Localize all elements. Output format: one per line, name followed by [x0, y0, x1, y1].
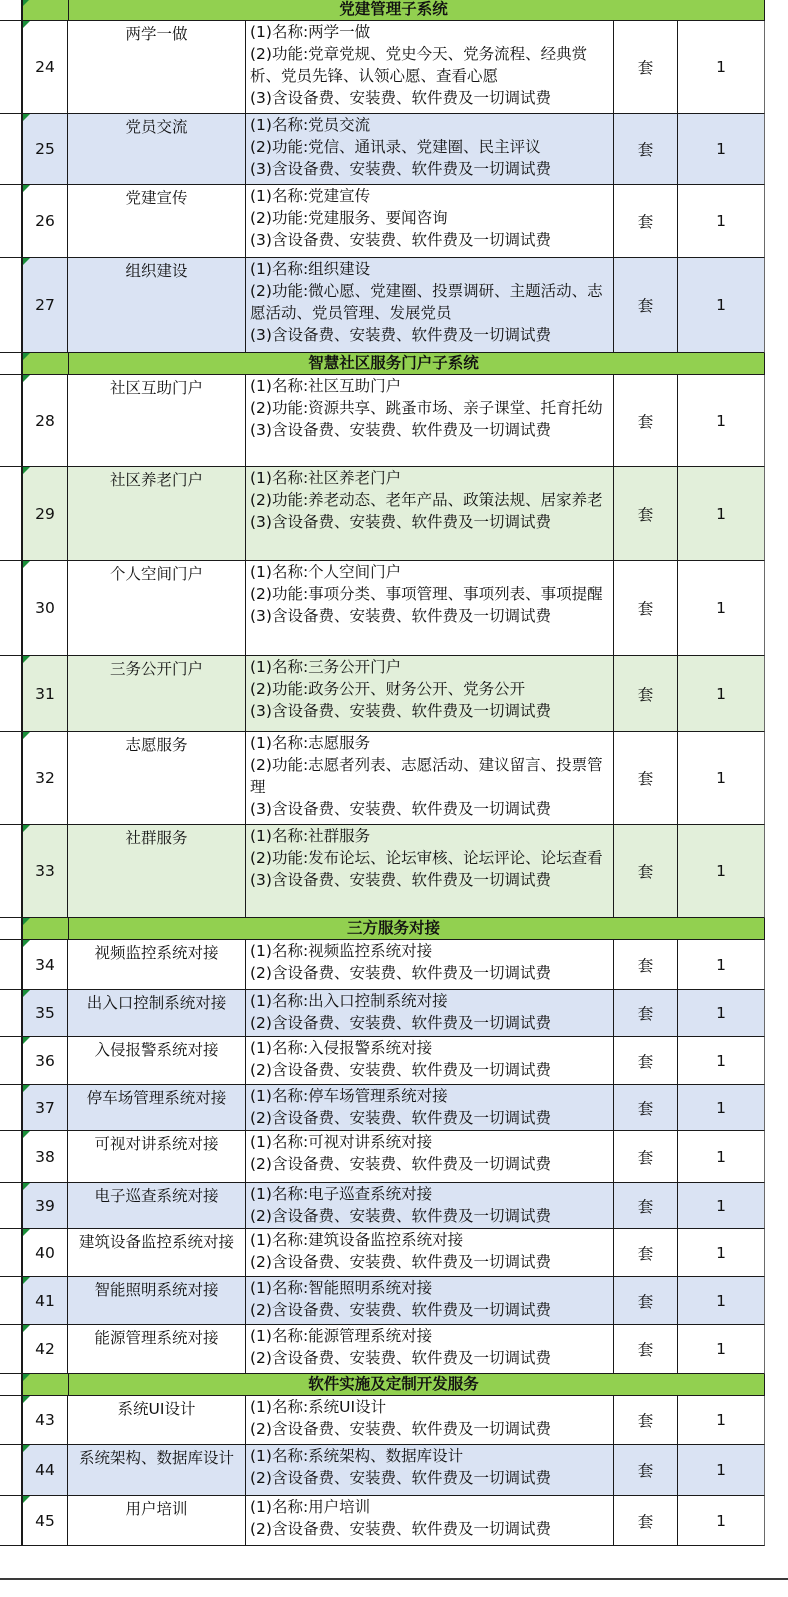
- row-number-cell[interactable]: [23, 825, 68, 918]
- row-number-cell[interactable]: [23, 1325, 68, 1374]
- quantity-cell[interactable]: 1: [678, 1085, 765, 1131]
- item-name-cell[interactable]: 系统UI设计: [68, 1396, 246, 1445]
- item-name-cell[interactable]: 志愿服务: [68, 732, 246, 825]
- unit-cell[interactable]: 套: [614, 732, 678, 825]
- item-name-cell[interactable]: 两学一做: [68, 21, 246, 114]
- unit-cell[interactable]: 套: [614, 1131, 678, 1183]
- unit-cell[interactable]: 套: [614, 1277, 678, 1325]
- item-description-cell[interactable]: (1)名称:志愿服务 (2)功能:志愿者列表、志愿活动、建议留言、投票管理 (3)含设备费、安装费、软件费及一切调试费: [246, 732, 614, 825]
- section-title: 软件实施及定制开发服务: [308, 1375, 479, 1393]
- item-name-cell[interactable]: 社区互助门户: [68, 375, 246, 467]
- row-number-cell[interactable]: [23, 656, 68, 732]
- row-number-cell[interactable]: [23, 990, 68, 1037]
- cell-comment-marker: [23, 990, 30, 997]
- table-row[interactable]: [0, 375, 788, 467]
- item-description-cell[interactable]: (1)名称:社区养老门户 (2)功能:养老动态、老年产品、政策法规、居家养老 (3)含设备费、安装费、软件费及一切调试费: [246, 467, 614, 561]
- quantity-cell[interactable]: 1: [678, 1131, 765, 1183]
- row-number-cell[interactable]: [23, 732, 68, 825]
- table-row[interactable]: [0, 1085, 788, 1131]
- row-gutter-left[interactable]: [0, 561, 23, 656]
- section-header-thirdparty[interactable]: [0, 918, 788, 940]
- table-row[interactable]: [0, 940, 788, 990]
- quantity-cell[interactable]: 1: [678, 1277, 765, 1325]
- unit-cell[interactable]: 套: [614, 21, 678, 114]
- unit-cell[interactable]: 套: [614, 114, 678, 185]
- item-description-cell[interactable]: (1)名称:组织建设 (2)功能:微心愿、党建圈、投票调研、主题活动、志愿活动、党员管理、发展党员 (3)含设备费、安装费、软件费及一切调试费: [246, 258, 614, 353]
- cell-comment-marker: [23, 0, 30, 6]
- row-number: 32: [35, 769, 55, 787]
- quantity-cell[interactable]: 1: [678, 1496, 765, 1546]
- row-number: 45: [35, 1511, 55, 1530]
- row-gutter-right[interactable]: [765, 21, 788, 114]
- row-number-cell[interactable]: [23, 258, 68, 353]
- unit-cell[interactable]: 套: [614, 1085, 678, 1131]
- unit-cell[interactable]: 套: [614, 467, 678, 561]
- unit-cell[interactable]: 套: [614, 561, 678, 656]
- row-gutter-left[interactable]: [0, 1085, 23, 1131]
- row-gutter-right[interactable]: [765, 1325, 788, 1374]
- item-name-cell[interactable]: 入侵报警系统对接: [68, 1037, 246, 1085]
- item-name-cell[interactable]: 三务公开门户: [68, 656, 246, 732]
- row-number: 26: [35, 212, 55, 230]
- table-row[interactable]: [0, 1131, 788, 1183]
- cell-comment-marker: [23, 1396, 30, 1403]
- item-name-cell[interactable]: 电子巡查系统对接: [68, 1183, 246, 1229]
- unit-cell[interactable]: 套: [614, 1396, 678, 1445]
- row-number: 27: [35, 296, 55, 314]
- row-number-cell[interactable]: [23, 940, 68, 990]
- row-gutter-right[interactable]: [765, 940, 788, 990]
- row-number-cell[interactable]: [23, 1277, 68, 1325]
- cell-comment-marker: [23, 114, 30, 121]
- cell-comment-marker: [23, 1277, 30, 1284]
- row-gutter-left[interactable]: [0, 467, 23, 561]
- row-number: 36: [35, 1051, 55, 1070]
- row-number-cell[interactable]: [23, 21, 68, 114]
- cell-comment-marker: [23, 1229, 30, 1236]
- section-title: 党建管理子系统: [339, 0, 448, 18]
- cell-comment-marker: [23, 467, 30, 474]
- row-gutter-left[interactable]: [0, 1277, 23, 1325]
- unit-cell[interactable]: 套: [614, 1445, 678, 1496]
- row-number-cell[interactable]: [23, 1396, 68, 1445]
- unit-cell[interactable]: 套: [614, 1325, 678, 1374]
- cell-comment-marker: [23, 1374, 30, 1381]
- table-row[interactable]: [0, 1229, 788, 1277]
- table-row[interactable]: [0, 1037, 788, 1085]
- cell-comment-marker: [23, 1037, 30, 1044]
- sheet-bottom-border: [0, 1578, 788, 1580]
- row-gutter-left[interactable]: [0, 1229, 23, 1277]
- cell-comment-marker: [23, 1496, 30, 1503]
- quantity-cell[interactable]: 1: [678, 185, 765, 258]
- item-description-cell[interactable]: (1)名称:系统架构、数据库设计 (2)含设备费、安装费、软件费及一切调试费: [246, 1445, 614, 1496]
- item-name-cell[interactable]: 个人空间门户: [68, 561, 246, 656]
- row-gutter-right[interactable]: [765, 185, 788, 258]
- quantity-cell[interactable]: 1: [678, 21, 765, 114]
- table-row[interactable]: [0, 1183, 788, 1229]
- sheet-bottom-area: [0, 1568, 788, 1597]
- quantity-cell[interactable]: 1: [678, 1229, 765, 1277]
- table-row[interactable]: [0, 185, 788, 258]
- unit-cell[interactable]: 套: [614, 258, 678, 353]
- item-description-cell[interactable]: (1)名称:社群服务 (2)功能:发布论坛、论坛审核、论坛评论、论坛查看 (3)含设备费、安装费、软件费及一切调试费: [246, 825, 614, 918]
- item-name-cell[interactable]: 社群服务: [68, 825, 246, 918]
- quantity-cell[interactable]: 1: [678, 825, 765, 918]
- quantity-cell[interactable]: 1: [678, 258, 765, 353]
- item-description-cell[interactable]: (1)名称:两学一做 (2)功能:党章党规、党史今天、党务流程、经典赏析、党员先锋、认领心愿、查看心愿 (3)含设备费、安装费、软件费及一切调试费: [246, 21, 614, 114]
- cell-comment-marker: [23, 1131, 30, 1138]
- row-gutter-left[interactable]: [0, 940, 23, 990]
- row-number: 43: [35, 1411, 55, 1429]
- row-gutter-left[interactable]: [0, 990, 23, 1037]
- cell-comment-marker: [23, 353, 30, 360]
- row-gutter-right[interactable]: [765, 732, 788, 825]
- item-description-cell[interactable]: (1)名称:党员交流 (2)功能:党信、通讯录、党建圈、民主评议 (3)含设备费、安装费、软件费及一切调试费: [246, 114, 614, 185]
- unit-cell[interactable]: 套: [614, 656, 678, 732]
- quantity-cell[interactable]: 1: [678, 561, 765, 656]
- table-row[interactable]: [0, 258, 788, 353]
- row-number-cell[interactable]: [23, 467, 68, 561]
- row-gutter-left[interactable]: [0, 1131, 23, 1183]
- row-number-cell[interactable]: [23, 1229, 68, 1277]
- section-header-community[interactable]: [0, 353, 788, 375]
- row-number-cell[interactable]: [23, 1445, 68, 1496]
- table-row[interactable]: [0, 732, 788, 825]
- row-gutter-left[interactable]: [0, 1396, 23, 1445]
- cell-comment-marker: [23, 1445, 30, 1452]
- table-row[interactable]: [0, 561, 788, 656]
- item-description-cell[interactable]: (1)名称:个人空间门户 (2)功能:事项分类、事项管理、事项列表、事项提醒 (3)含设备费、安装费、软件费及一切调试费: [246, 561, 614, 656]
- row-number-cell[interactable]: [23, 1037, 68, 1085]
- item-description-cell[interactable]: (1)名称:停车场管理系统对接 (2)含设备费、安装费、软件费及一切调试费: [246, 1085, 614, 1131]
- section-header-party[interactable]: [0, 0, 788, 21]
- cell-comment-marker: [23, 21, 30, 28]
- table-row[interactable]: [0, 825, 788, 918]
- table-row[interactable]: [0, 467, 788, 561]
- row-gutter-right[interactable]: [765, 1496, 788, 1546]
- cell-comment-marker: [23, 732, 30, 739]
- row-gutter-left[interactable]: [0, 114, 23, 185]
- row-number: 35: [35, 1004, 55, 1022]
- item-name-cell[interactable]: 党建宣传: [68, 185, 246, 258]
- unit-cell[interactable]: 套: [614, 990, 678, 1037]
- row-gutter-right[interactable]: [765, 1131, 788, 1183]
- item-name-cell[interactable]: 社区养老门户: [68, 467, 246, 561]
- quantity-cell[interactable]: 1: [678, 1325, 765, 1374]
- unit-cell[interactable]: 套: [614, 185, 678, 258]
- row-gutter-right[interactable]: [765, 258, 788, 353]
- row-gutter-right[interactable]: [765, 1037, 788, 1085]
- quantity-cell[interactable]: 1: [678, 990, 765, 1037]
- unit-cell[interactable]: 套: [614, 1037, 678, 1085]
- row-gutter-left[interactable]: [0, 825, 23, 918]
- item-description-cell[interactable]: (1)名称:可视对讲系统对接 (2)含设备费、安装费、软件费及一切调试费: [246, 1131, 614, 1183]
- row-number: 40: [35, 1243, 55, 1262]
- section-title: 三方服务对接: [346, 919, 440, 937]
- row-number: 30: [35, 599, 55, 617]
- item-description-cell[interactable]: (1)名称:系统UI设计 (2)含设备费、安装费、软件费及一切调试费: [246, 1396, 614, 1445]
- row-number: 34: [35, 955, 55, 974]
- item-description-cell[interactable]: (1)名称:电子巡查系统对接 (2)含设备费、安装费、软件费及一切调试费: [246, 1183, 614, 1229]
- cell-comment-marker: [23, 656, 30, 663]
- row-number: 29: [35, 504, 55, 523]
- item-description-cell[interactable]: (1)名称:党建宣传 (2)功能:党建服务、要闻咨询 (3)含设备费、安装费、软件费及一切调试费: [246, 185, 614, 258]
- row-number-cell[interactable]: [23, 561, 68, 656]
- item-name-cell[interactable]: 出入口控制系统对接: [68, 990, 246, 1037]
- row-gutter-right[interactable]: [765, 1396, 788, 1445]
- row-number: 37: [35, 1098, 55, 1117]
- unit-cell[interactable]: 套: [614, 940, 678, 990]
- cell-comment-marker: [23, 1085, 30, 1092]
- row-gutter-left[interactable]: [0, 1445, 23, 1496]
- quantity-cell[interactable]: 1: [678, 1396, 765, 1445]
- unit-cell[interactable]: 套: [614, 1496, 678, 1546]
- row-gutter-right[interactable]: [765, 375, 788, 467]
- row-number: 31: [35, 684, 55, 703]
- table-row[interactable]: [0, 1496, 788, 1546]
- item-description-cell[interactable]: (1)名称:视频监控系统对接 (2)含设备费、安装费、软件费及一切调试费: [246, 940, 614, 990]
- quantity-cell[interactable]: 1: [678, 656, 765, 732]
- row-number: 38: [35, 1147, 55, 1166]
- item-description-cell[interactable]: (1)名称:建筑设备监控系统对接 (2)含设备费、安装费、软件费及一切调试费: [246, 1229, 614, 1277]
- item-name-cell[interactable]: 组织建设: [68, 258, 246, 353]
- item-name-cell[interactable]: 智能照明系统对接: [68, 1277, 246, 1325]
- row-number: 33: [35, 862, 55, 880]
- row-gutter-right[interactable]: [765, 990, 788, 1037]
- section-header-software[interactable]: [0, 1374, 788, 1396]
- cell-comment-marker: [23, 375, 30, 382]
- quantity-cell[interactable]: 1: [678, 114, 765, 185]
- table-row[interactable]: [0, 1445, 788, 1496]
- item-description-cell[interactable]: (1)名称:出入口控制系统对接 (2)含设备费、安装费、软件费及一切调试费: [246, 990, 614, 1037]
- table-row[interactable]: [0, 1325, 788, 1374]
- row-number: 39: [35, 1196, 55, 1215]
- row-number-cell[interactable]: [23, 375, 68, 467]
- item-name-cell[interactable]: 可视对讲系统对接: [68, 1131, 246, 1183]
- cell-comment-marker: [23, 1183, 30, 1190]
- cell-comment-marker: [23, 825, 30, 832]
- row-gutter-left[interactable]: [0, 732, 23, 825]
- item-description-cell[interactable]: (1)名称:三务公开门户 (2)功能:政务公开、财务公开、党务公开 (3)含设备费、安装费、软件费及一切调试费: [246, 656, 614, 732]
- cell-comment-marker: [23, 940, 30, 947]
- row-number-cell[interactable]: [23, 1085, 68, 1131]
- unit-cell[interactable]: 套: [614, 825, 678, 918]
- row-gutter-left[interactable]: [0, 21, 23, 114]
- item-name-cell[interactable]: 党员交流: [68, 114, 246, 185]
- row-gutter-right[interactable]: [765, 114, 788, 185]
- row-number: 42: [35, 1340, 55, 1358]
- item-name-cell[interactable]: 用户培训: [68, 1496, 246, 1546]
- row-gutter-left[interactable]: [0, 185, 23, 258]
- row-number: 44: [35, 1461, 55, 1479]
- item-name-cell[interactable]: 建筑设备监控系统对接: [68, 1229, 246, 1277]
- table-row[interactable]: [0, 1277, 788, 1325]
- quantity-cell[interactable]: 1: [678, 940, 765, 990]
- row-number: 25: [35, 140, 55, 158]
- row-gutter-right[interactable]: [765, 825, 788, 918]
- item-description-cell[interactable]: (1)名称:能源管理系统对接 (2)含设备费、安装费、软件费及一切调试费: [246, 1325, 614, 1374]
- cell-comment-marker: [23, 918, 30, 925]
- row-gutter-right[interactable]: [765, 1183, 788, 1229]
- quantity-cell[interactable]: 1: [678, 467, 765, 561]
- cell-comment-marker: [23, 1325, 30, 1332]
- row-number-cell[interactable]: [23, 185, 68, 258]
- table-row[interactable]: [0, 1396, 788, 1445]
- row-gutter-right[interactable]: [765, 1085, 788, 1131]
- quantity-cell[interactable]: 1: [678, 732, 765, 825]
- row-gutter-left[interactable]: [0, 1037, 23, 1085]
- row-gutter-right[interactable]: [765, 561, 788, 656]
- quantity-cell[interactable]: 1: [678, 1445, 765, 1496]
- item-description-cell[interactable]: (1)名称:社区互助门户 (2)功能:资源共享、跳蚤市场、亲子课堂、托育托幼 (3)含设备费、安装费、软件费及一切调试费: [246, 375, 614, 467]
- row-number-cell[interactable]: [23, 1183, 68, 1229]
- row-gutter-left[interactable]: [0, 1325, 23, 1374]
- item-description-cell[interactable]: (1)名称:智能照明系统对接 (2)含设备费、安装费、软件费及一切调试费: [246, 1277, 614, 1325]
- table-row[interactable]: [0, 990, 788, 1037]
- unit-cell[interactable]: 套: [614, 1183, 678, 1229]
- section-title: 智慧社区服务门户子系统: [308, 354, 479, 372]
- row-number: 41: [35, 1291, 55, 1310]
- row-gutter-right[interactable]: [765, 656, 788, 732]
- quantity-cell[interactable]: 1: [678, 1183, 765, 1229]
- item-description-cell[interactable]: (1)名称:用户培训 (2)含设备费、安装费、软件费及一切调试费: [246, 1496, 614, 1546]
- cell-comment-marker: [23, 258, 30, 265]
- item-description-cell[interactable]: (1)名称:入侵报警系统对接 (2)含设备费、安装费、软件费及一切调试费: [246, 1037, 614, 1085]
- table-row[interactable]: [0, 21, 788, 114]
- row-number-cell[interactable]: [23, 1496, 68, 1546]
- row-gutter-left[interactable]: [0, 1183, 23, 1229]
- row-gutter-left[interactable]: [0, 258, 23, 353]
- item-name-cell[interactable]: 停车场管理系统对接: [68, 1085, 246, 1131]
- row-number-cell[interactable]: [23, 114, 68, 185]
- row-gutter-left[interactable]: [0, 375, 23, 467]
- quantity-cell[interactable]: 1: [678, 375, 765, 467]
- table-row[interactable]: [0, 656, 788, 732]
- row-gutter-right[interactable]: [765, 1445, 788, 1496]
- row-gutter-left[interactable]: [0, 656, 23, 732]
- row-number: 28: [35, 411, 55, 430]
- cell-comment-marker: [23, 561, 30, 568]
- row-gutter-right[interactable]: [765, 1277, 788, 1325]
- row-gutter-left[interactable]: [0, 1496, 23, 1546]
- unit-cell[interactable]: 套: [614, 1229, 678, 1277]
- row-number-cell[interactable]: [23, 1131, 68, 1183]
- cell-comment-marker: [23, 185, 30, 192]
- item-name-cell[interactable]: 系统架构、数据库设计: [68, 1445, 246, 1496]
- item-name-cell[interactable]: 能源管理系统对接: [68, 1325, 246, 1374]
- unit-cell[interactable]: 套: [614, 375, 678, 467]
- table-row[interactable]: [0, 114, 788, 185]
- row-number: 24: [35, 58, 55, 76]
- quantity-cell[interactable]: 1: [678, 1037, 765, 1085]
- row-gutter-right[interactable]: [765, 467, 788, 561]
- row-gutter-right[interactable]: [765, 1229, 788, 1277]
- item-name-cell[interactable]: 视频监控系统对接: [68, 940, 246, 990]
